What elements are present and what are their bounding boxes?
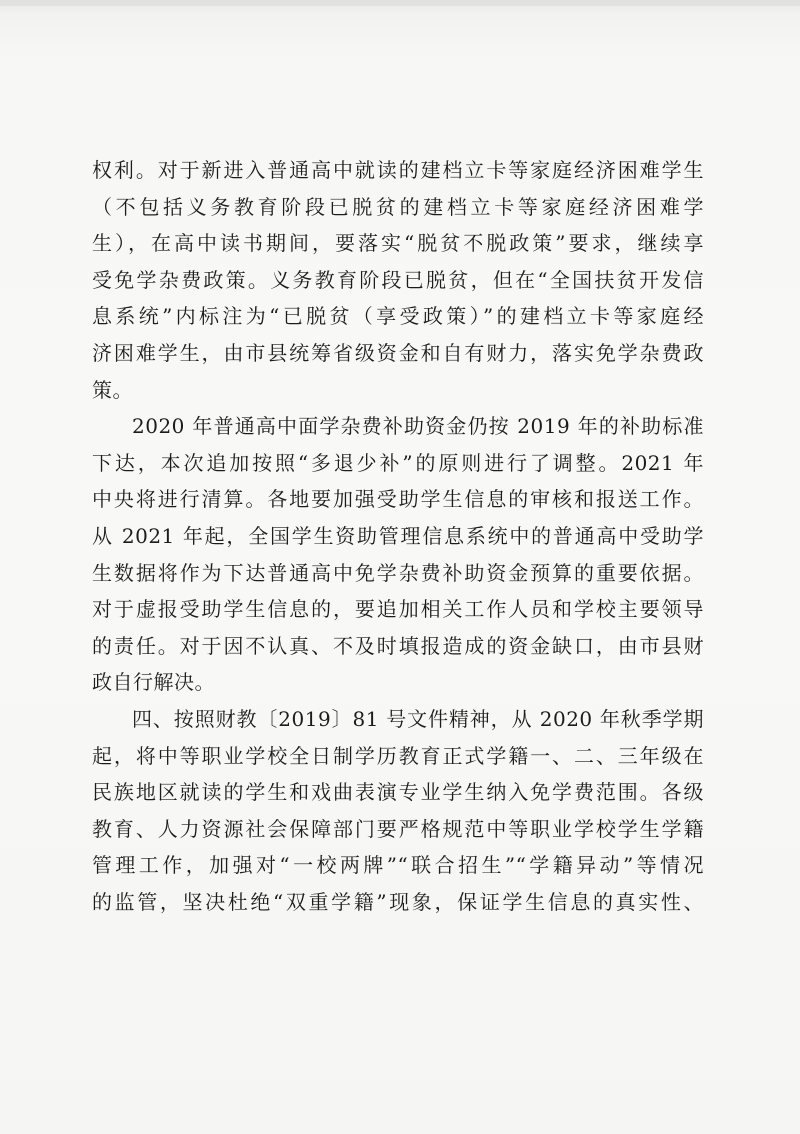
text-line: （不包括义务教育阶段已脱贫的建档立卡等家庭经济困难学: [92, 194, 704, 219]
text-line: 管理工作，加强对“一校两牌”“联合招生”“学籍异动”等情况: [92, 853, 704, 878]
text-line: 对于虚报受助学生信息的，要追加相关工作人员和学校主要领导: [92, 597, 704, 622]
text-line: 从 2021 年起，全国学生资助管理信息系统中的普通高中受助学: [92, 523, 704, 548]
text-line: 起，将中等职业学校全日制学历教育正式学籍一、二、三年级在: [92, 743, 704, 768]
text-line: 权利。对于新进入普通高中就读的建档立卡等家庭经济困难学生: [92, 158, 704, 182]
text-line: 济困难学生，由市县统筹省级资金和自有财力，落实免学杂费政: [92, 340, 704, 365]
text-line: 策。: [92, 377, 133, 402]
text-line: 民族地区就读的学生和戏曲表演专业学生纳入免学费范围。各级: [92, 780, 704, 805]
scan-top-edge: [0, 0, 800, 6]
document-body: [92, 152, 704, 920]
paragraph-3: [92, 701, 704, 921]
text-line: 息系统”内标注为“已脱贫（享受政策）”的建档立卡等家庭经: [92, 304, 704, 329]
text-line: 教育、人力资源社会保障部门要严格规范中等职业学校学生学籍: [92, 816, 704, 841]
text-line: 2020 年普通高中面学杂费补助资金仍按 2019 年的补助标准: [132, 414, 704, 439]
text-line: 生），在高中读书期间，要落实“脱贫不脱政策”要求，继续享: [92, 231, 704, 256]
paragraph-1: [92, 152, 704, 408]
text-line: 下达，本次追加按照“多退少补”的原则进行了调整。2021 年: [92, 450, 704, 475]
text-line: 政自行解决。: [92, 670, 215, 695]
text-line: 四、按照财教〔2019〕81 号文件精神，从 2020 年秋季学期: [132, 706, 704, 731]
text-line: 的监管，坚决杜绝“双重学籍”现象，保证学生信息的真实性、: [92, 889, 704, 914]
text-line: 的责任。对于因不认真、不及时填报造成的资金缺口，由市县财: [92, 633, 704, 658]
paragraph-2: [92, 408, 704, 701]
text-line: 生数据将作为下达普通高中免学杂费补助资金预算的重要依据。: [92, 560, 704, 585]
text-line: 受免学杂费政策。义务教育阶段已脱贫，但在“全国扶贫开发信: [92, 267, 704, 292]
text-line: 中央将进行清算。各地要加强受助学生信息的审核和报送工作。: [92, 487, 704, 512]
